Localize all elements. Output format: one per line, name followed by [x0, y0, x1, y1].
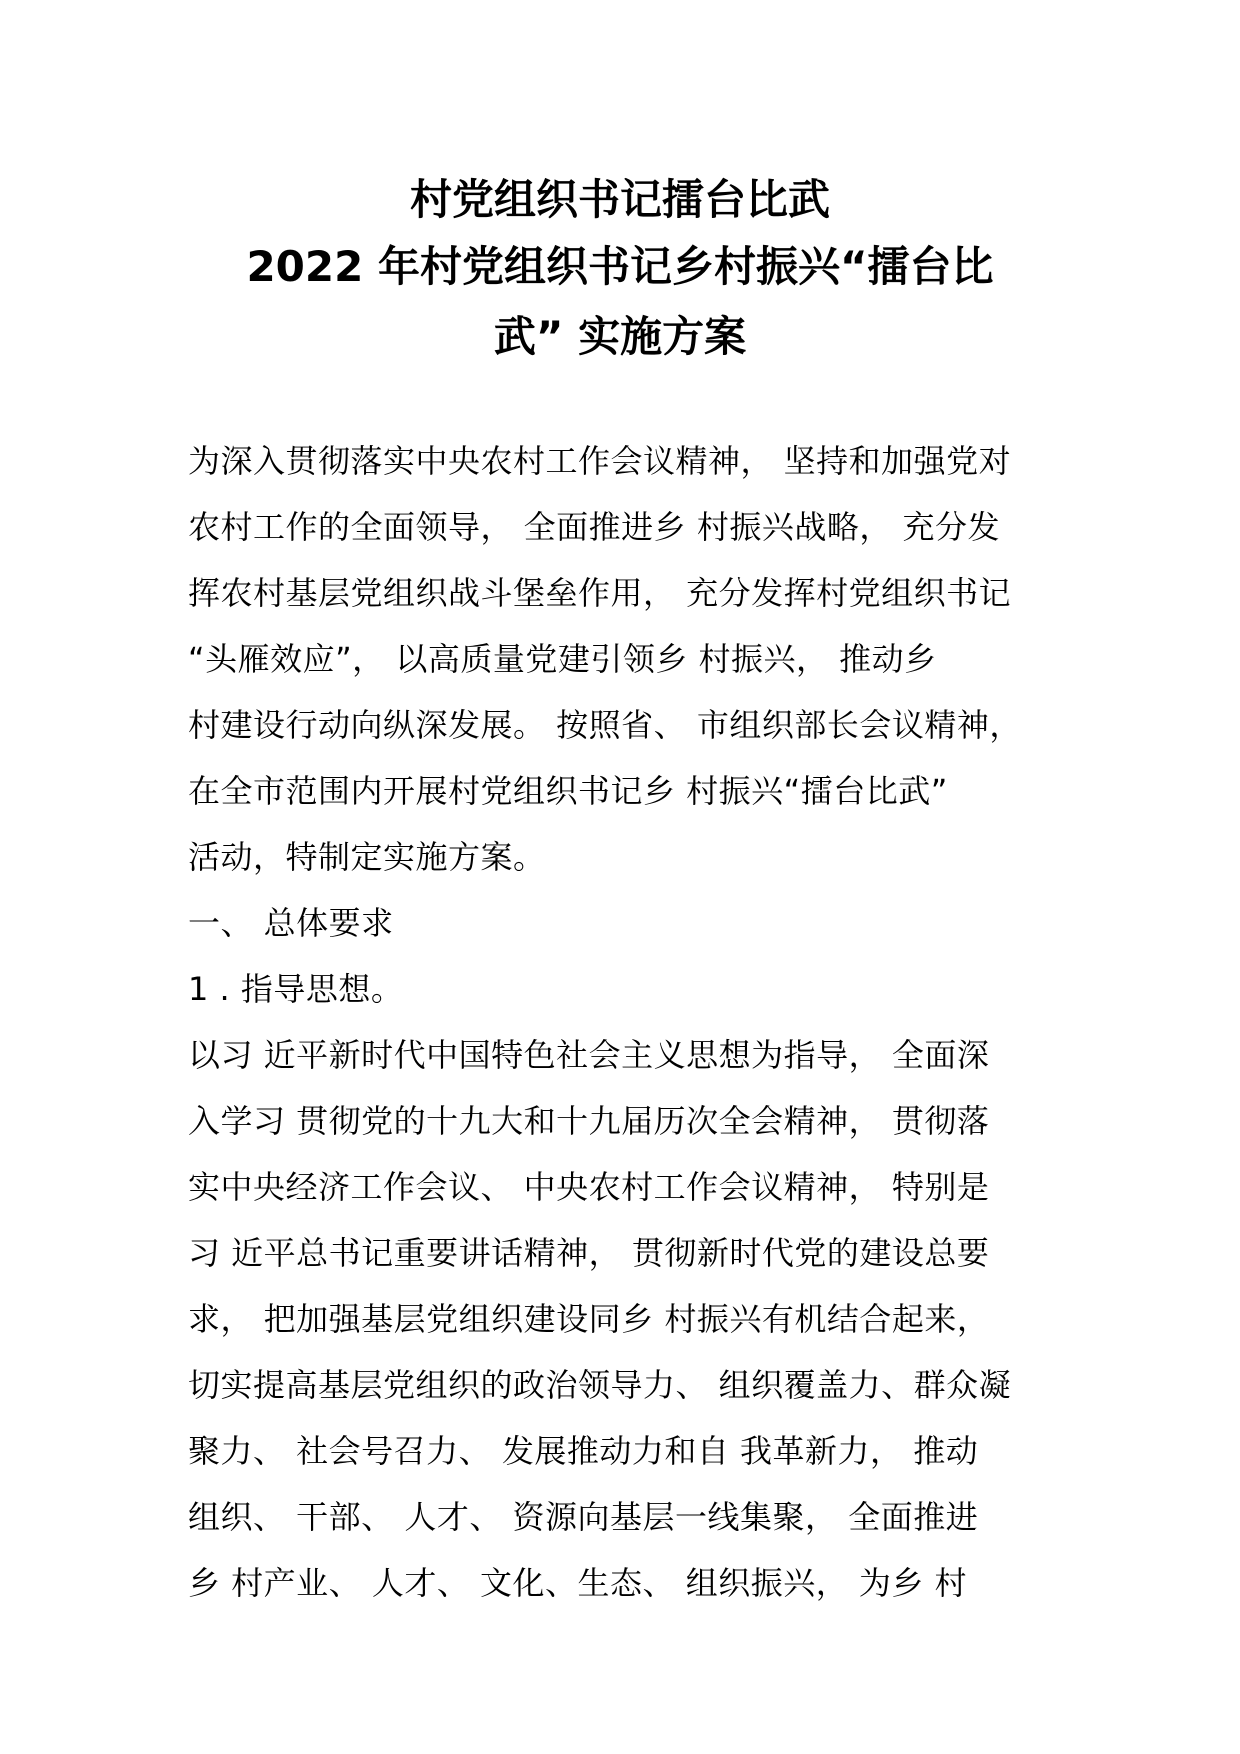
body-line: 聚力、 社会号召力、 发展推动力和自 我革新力， 推动: [188, 1432, 979, 1470]
body-line: 求， 把加强基层党组织建设同乡 村振兴有机结合起来，: [188, 1300, 990, 1338]
body-line: 切实提高基层党组织的政治领导力、 组织覆盖力、群众凝: [188, 1366, 1012, 1404]
body-line: 农村工作的全面领导， 全面推进乡 村振兴战略， 充分发: [188, 508, 1001, 546]
body-line: 习 近平总书记重要讲话精神， 贯彻新时代党的建设总要: [188, 1234, 990, 1272]
body-line: 乡 村产业、 人才、 文化、生态、 组织振兴， 为乡 村: [188, 1564, 968, 1602]
body-line: 在全市范围内开展村党组织书记乡 村振兴“擂台比武”: [188, 772, 948, 810]
document-body: [188, 428, 1068, 1616]
subtitle-line: 2022 年村党组织书记乡村振兴“擂台比: [246, 242, 994, 291]
body-line: 组织、 干部、 人才、 资源向基层一线集聚， 全面推进: [188, 1498, 979, 1536]
body-line: 村建设行动向纵深发展。 按照省、 市组织部长会议精神，: [188, 706, 1022, 744]
body-line: 入学习 贯彻党的十九大和十九届历次全会精神， 贯彻落: [188, 1102, 990, 1140]
body-line: 以习 近平新时代中国特色社会主义思想为指导， 全面深: [188, 1036, 990, 1074]
body-line: 为深入贯彻落实中央农村工作会议精神， 坚持和加强党对: [188, 442, 1012, 480]
subsection-heading: 1 . 指导思想。: [188, 970, 404, 1008]
body-line: 挥农村基层党组织战斗堡垒作用， 充分发挥村党组织书记: [188, 574, 1012, 612]
body-line: 实中央经济工作会议、 中央农村工作会议精神， 特别是: [188, 1168, 990, 1206]
body-line: 活动，特制定实施方案。: [188, 838, 546, 876]
document-subtitle: [0, 232, 1240, 372]
document-title: 村党组织书记擂台比武: [409, 175, 830, 224]
body-line: “头雁效应”， 以高质量党建引领乡 村振兴， 推动乡: [188, 640, 937, 678]
subtitle-line: 武” 实施方案: [493, 312, 747, 361]
section-heading: 一、 总体要求: [188, 904, 394, 942]
